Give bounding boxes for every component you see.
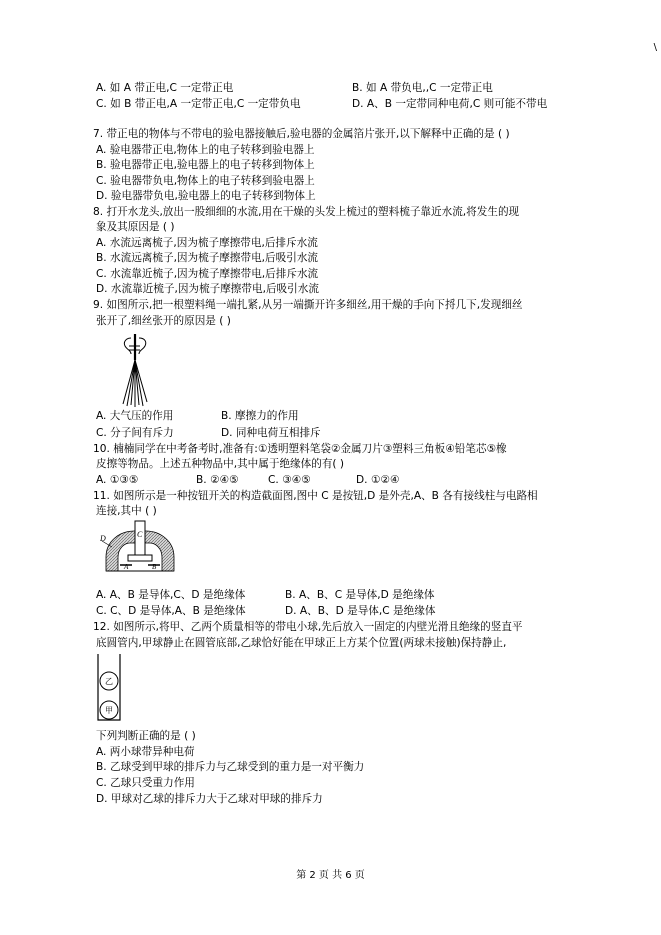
q11-option-c: C. C、D 是导体,A、B 是绝缘体: [96, 605, 246, 617]
q6-option-a: A. 如 A 带正电,C 一定带正电: [96, 82, 234, 94]
q12-tube-figure: [96, 654, 122, 724]
q6-option-b: B. 如 A 带负电,,C 一定带正电: [352, 82, 493, 94]
q8-option-a: A. 水流远离梳子,因为梳子摩擦带电,后排斥水流: [96, 237, 318, 249]
q11-button-switch-figure: [100, 519, 180, 579]
q7-option-b: B. 验电器带正电,验电器上的电子转移到物体上: [96, 159, 315, 171]
q9-stem-line2: 张开了,细丝张开的原因是 ( ): [96, 315, 231, 327]
q11-stem-line2: 连接,其中 ( ): [96, 505, 157, 517]
q11-label-d: D: [100, 534, 106, 543]
q8-stem-line2: 象及其原因是 ( ): [96, 221, 175, 233]
q10-option-d: D. ①②④: [356, 474, 400, 486]
q12-option-b: B. 乙球受到甲球的排斥力与乙球受到的重力是一对平衡力: [96, 761, 365, 773]
q12-stem-line3: 下列判断正确的是 ( ): [96, 730, 196, 742]
q12-ball-jia: 甲: [105, 706, 113, 715]
q11-option-d: D. A、B、D 是导体,C 是绝缘体: [285, 605, 436, 617]
q11-label-b: B: [152, 563, 157, 571]
q11-label-a: A: [124, 563, 129, 571]
q12-option-d: D. 甲球对乙球的排斥力大于乙球对甲球的排斥力: [96, 793, 323, 805]
q10-stem-line1: 10. 楠楠同学在中考备考时,准备有:①透明塑料笔袋②金属刀片③塑料三角板④铅笔芯⑤橡: [93, 443, 507, 455]
q9-stem-line1: 9. 如图所示,把一根塑料绳一端扎紧,从另一端撕开许多细丝,用干燥的手向下捋几下,发现细丝: [93, 299, 523, 311]
q7-option-a: A. 验电器带正电,物体上的电子转移到验电器上: [96, 144, 315, 156]
q12-ball-yi: 乙: [105, 677, 113, 686]
q10-option-c: C. ③④⑤: [268, 474, 311, 486]
q12-option-a: A. 两小球带异种电荷: [96, 746, 195, 758]
corner-mark: \: [653, 42, 657, 53]
q9-plastic-rope-figure: [118, 332, 158, 408]
page-footer: 第 2 页 共 6 页: [296, 870, 365, 881]
q11-option-a: A. A、B 是导体,C、D 是绝缘体: [96, 589, 246, 601]
q9-option-a: A. 大气压的作用: [96, 410, 174, 422]
q8-option-d: D. 水流靠近梳子,因为梳子摩擦带电,后吸引水流: [96, 283, 319, 295]
q11-stem-line1: 11. 如图所示是一种按钮开关的构造截面图,图中 C 是按钮,D 是外壳,A、B 各有接线柱与电路相: [93, 490, 538, 502]
q8-stem-line1: 8. 打开水龙头,放出一股细细的水流,用在干燥的头发上梳过的塑料梳子靠近水流,将发生的现: [93, 206, 520, 218]
q9-option-c: C. 分子间有斥力: [96, 427, 174, 439]
q12-stem-line2: 底圆管内,甲球静止在圆管底部,乙球恰好能在甲球正上方某个位置(两球未接触)保持静止,: [96, 637, 507, 649]
q12-stem-line1: 12. 如图所示,将甲、乙两个质量相等的带电小球,先后放入一固定的内壁光滑且绝缘的竖直平: [93, 621, 523, 633]
q8-option-c: C. 水流靠近梳子,因为梳子摩擦带电,后排斥水流: [96, 268, 319, 280]
q9-option-d: D. 同种电荷互相排斥: [221, 427, 321, 439]
q10-option-a: A. ①③⑤: [96, 474, 139, 486]
q6-option-d: D. A、B 一定带同种电荷,C 则可能不带电: [352, 98, 548, 110]
q8-option-b: B. 水流远离梳子,因为梳子摩擦带电,后吸引水流: [96, 252, 319, 264]
q9-option-b: B. 摩擦力的作用: [221, 410, 299, 422]
q11-option-b: B. A、B、C 是导体,D 是绝缘体: [285, 589, 435, 601]
q7-option-c: C. 验电器带负电,物体上的电子转移到验电器上: [96, 175, 315, 187]
q11-label-c: C: [137, 530, 143, 539]
q12-option-c: C. 乙球只受重力作用: [96, 777, 195, 789]
q7-stem: 7. 带正电的物体与不带电的验电器接触后,验电器的金属箔片张开,以下解释中正确的是 ( ): [93, 128, 510, 140]
q10-stem-line2: 皮擦等物品。上述五种物品中,其中属于绝缘体的有( ): [96, 458, 345, 470]
q10-option-b: B. ②④⑤: [196, 474, 239, 486]
q7-option-d: D. 验电器带负电,验电器上的电子转移到物体上: [96, 190, 316, 202]
q6-option-c: C. 如 B 带正电,A 一定带正电,C 一定带负电: [96, 98, 301, 110]
